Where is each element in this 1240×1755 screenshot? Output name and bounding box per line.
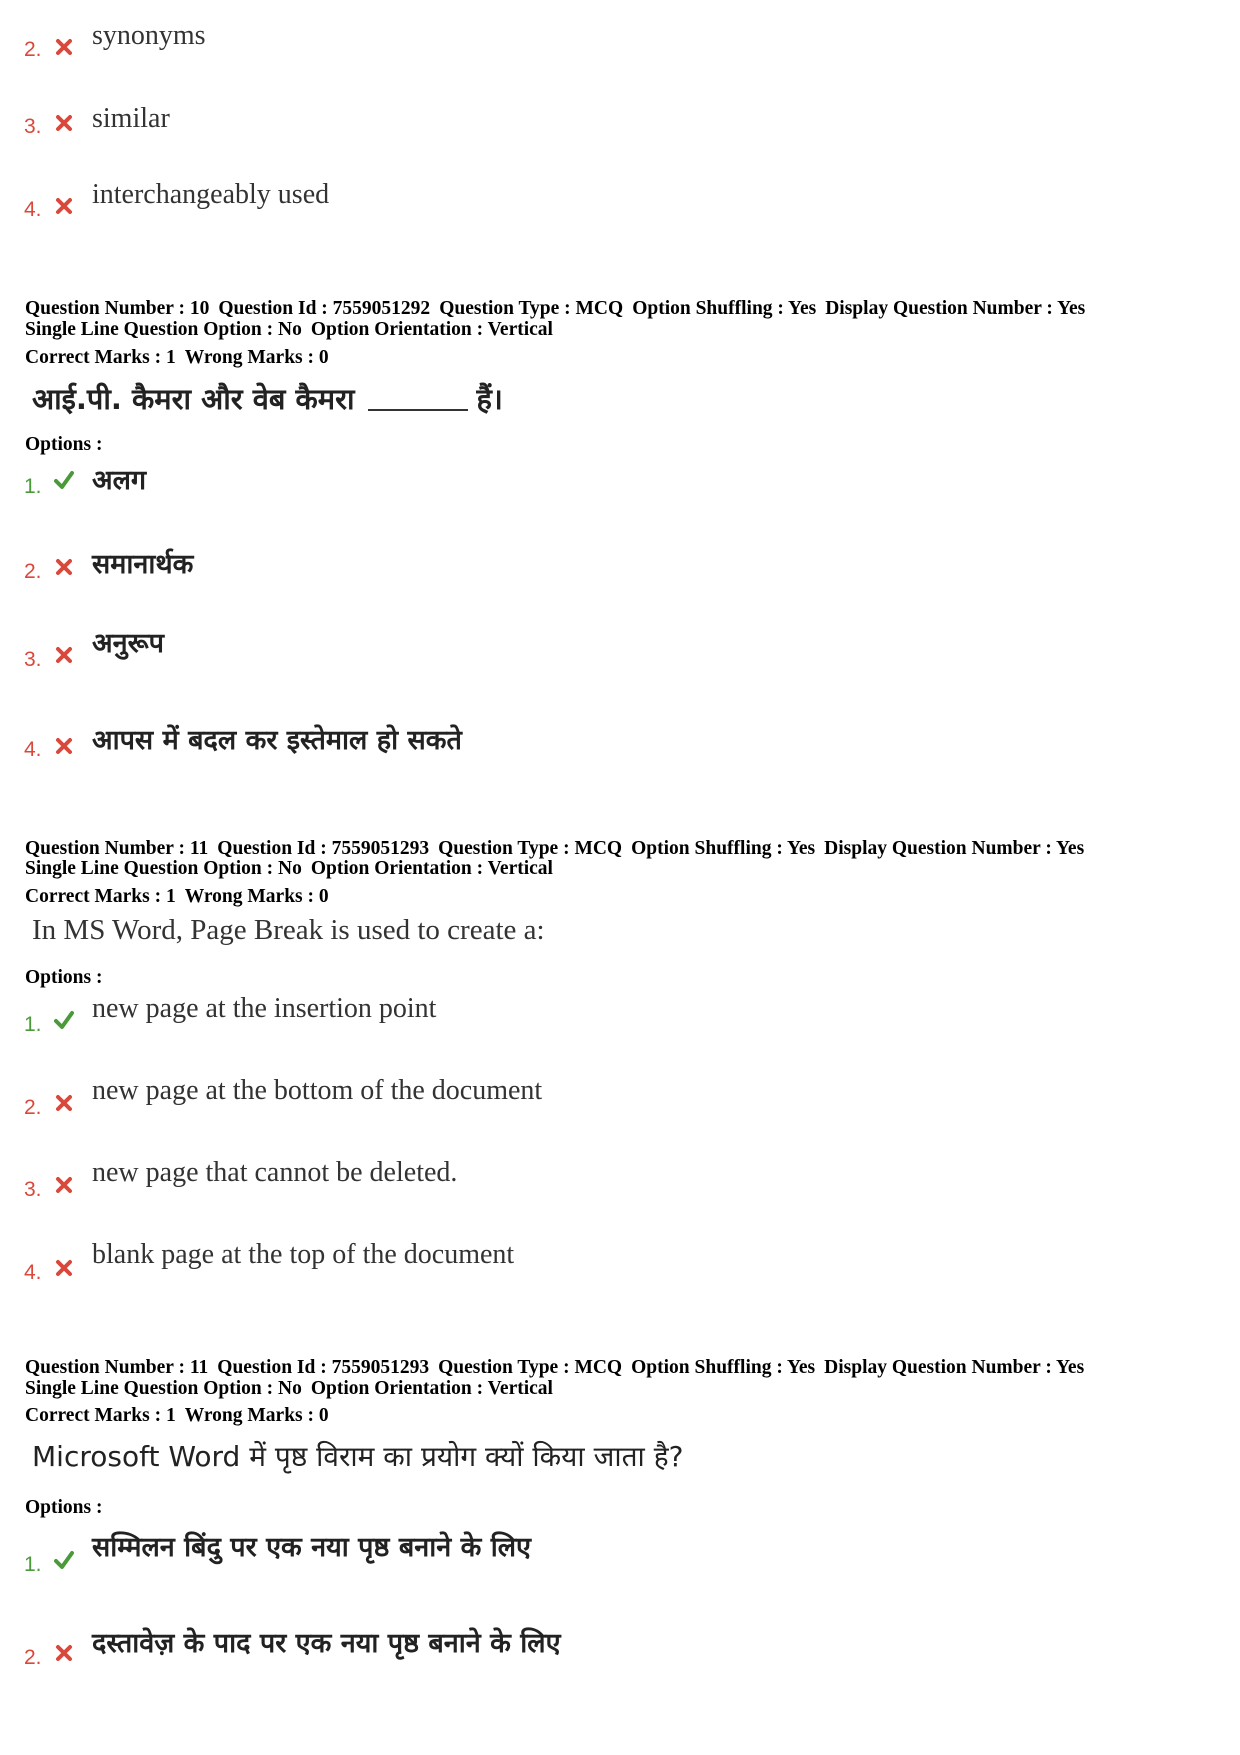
- option-text: अनुरूप: [92, 628, 164, 659]
- cross-icon: [54, 1643, 74, 1663]
- question-number: Question Number : 11: [25, 1357, 209, 1378]
- option-number: 2.: [24, 560, 42, 583]
- question-meta-line: [25, 319, 553, 340]
- question-number: Question Number : 10: [25, 298, 210, 319]
- single-line-option: Single Line Question Option : No: [25, 1378, 302, 1399]
- option-text: similar: [92, 103, 170, 134]
- options-label: Options :: [25, 434, 103, 455]
- option-text: interchangeably used: [92, 179, 330, 210]
- option-number: 1.: [24, 1013, 42, 1036]
- option-number: 1.: [24, 1553, 42, 1576]
- options-label: Options :: [25, 967, 103, 988]
- display-question-number: Display Question Number : Yes: [825, 298, 1086, 319]
- cross-icon: [54, 1093, 74, 1113]
- option-number: 4.: [24, 198, 42, 221]
- option-text: new page at the insertion point: [92, 993, 437, 1024]
- question-id: Question Id : 7559051292: [218, 298, 431, 319]
- option-orientation: Option Orientation : Vertical: [310, 1378, 553, 1399]
- cross-icon: [54, 37, 74, 57]
- display-question-number: Display Question Number : Yes: [824, 1357, 1085, 1378]
- question-meta-line: [25, 858, 553, 879]
- cross-icon: [54, 113, 74, 133]
- question-type: Question Type : MCQ: [438, 838, 623, 859]
- wrong-marks: Wrong Marks : 0: [184, 347, 329, 368]
- question-stem: [32, 379, 503, 418]
- option-text: new page that cannot be deleted.: [92, 1157, 458, 1188]
- single-line-option: Single Line Question Option : No: [25, 319, 302, 340]
- option-number: 2.: [24, 1646, 42, 1669]
- option-shuffling: Option Shuffling : Yes: [632, 298, 817, 319]
- options-label: Options :: [25, 1497, 103, 1518]
- option-number: 3.: [24, 648, 42, 671]
- question-meta-line: [25, 298, 1085, 319]
- question-id: Question Id : 7559051293: [217, 838, 430, 859]
- option-text: blank page at the top of the document: [92, 1239, 515, 1270]
- display-question-number: Display Question Number : Yes: [824, 838, 1085, 859]
- option-shuffling: Option Shuffling : Yes: [631, 838, 816, 859]
- wrong-marks: Wrong Marks : 0: [184, 886, 329, 907]
- option-text: दस्तावेज़ के पाद पर एक नया पृष्ठ बनाने के लिए: [92, 1628, 561, 1659]
- question-meta-line: [25, 1357, 1084, 1378]
- marks-line: [25, 347, 329, 368]
- checkmark-icon: [54, 1550, 74, 1570]
- cross-icon: [54, 645, 74, 665]
- cross-icon: [54, 1258, 74, 1278]
- question-type: Question Type : MCQ: [439, 298, 624, 319]
- wrong-marks: Wrong Marks : 0: [184, 1405, 329, 1426]
- correct-marks: Correct Marks : 1: [25, 886, 176, 907]
- option-orientation: Option Orientation : Vertical: [310, 319, 553, 340]
- option-shuffling: Option Shuffling : Yes: [631, 1357, 816, 1378]
- cross-icon: [54, 1175, 74, 1195]
- option-number: 2.: [24, 1096, 42, 1119]
- option-text: synonyms: [92, 20, 206, 51]
- option-text: समानार्थक: [92, 549, 194, 580]
- question-id: Question Id : 7559051293: [217, 1357, 430, 1378]
- fill-blank: [368, 408, 468, 411]
- checkmark-icon: [54, 470, 74, 490]
- option-text: आपस में बदल कर इस्तेमाल हो सकते: [92, 725, 462, 756]
- option-number: 2.: [24, 38, 42, 61]
- question-number: Question Number : 11: [25, 838, 209, 859]
- cross-icon: [54, 196, 74, 216]
- marks-line: [25, 1405, 329, 1426]
- question-stem: Microsoft Word में पृष्ठ विराम का प्रयोग क्यों किया जाता है?: [32, 1440, 684, 1473]
- question-stem: In MS Word, Page Break is used to create a:: [32, 914, 545, 946]
- question-type: Question Type : MCQ: [438, 1357, 623, 1378]
- option-text: new page at the bottom of the document: [92, 1075, 543, 1106]
- single-line-option: Single Line Question Option : No: [25, 858, 302, 879]
- cross-icon: [54, 557, 74, 577]
- option-number: 3.: [24, 115, 42, 138]
- stem-text: हैं।: [476, 382, 503, 416]
- option-orientation: Option Orientation : Vertical: [310, 858, 553, 879]
- option-number: 4.: [24, 1261, 42, 1284]
- cross-icon: [54, 736, 74, 756]
- question-meta-line: [25, 1378, 553, 1399]
- question-meta-line: [25, 838, 1084, 859]
- correct-marks: Correct Marks : 1: [25, 347, 176, 368]
- option-number: 4.: [24, 738, 42, 761]
- stem-text: आई.पी. कैमरा और वेब कैमरा: [32, 382, 355, 416]
- option-text: सम्मिलन बिंदु पर एक नया पृष्ठ बनाने के लिए: [92, 1532, 531, 1563]
- option-number: 1.: [24, 475, 42, 498]
- checkmark-icon: [54, 1010, 74, 1030]
- correct-marks: Correct Marks : 1: [25, 1405, 176, 1426]
- option-number: 3.: [24, 1178, 42, 1201]
- option-text: अलग: [92, 465, 147, 496]
- marks-line: [25, 886, 329, 907]
